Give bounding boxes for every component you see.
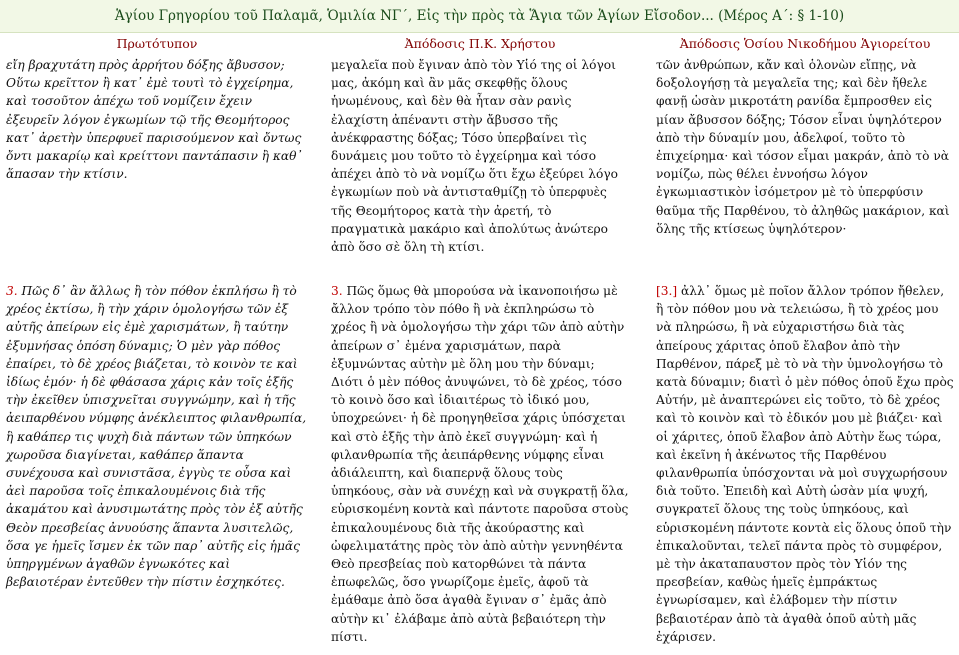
paragraph-number: 3. <box>331 284 343 298</box>
translation-kx-text: Πῶς ὅμως θὰ μπορούσα νὰ ἱκανοποιήσω μὲ ἄλλον τρόπο τὸν πόθο ἢ νὰ ἐκπληρώσω τὸ χρέος ἢ νὰ ὁμολογήσω τὴν χάρι τῶν ἀπὸ αὐτὴν ἀπείρων σ᾽ ἐμένα χαρισμάτων, παρὰ ἐξυμνώντας αὐτὴν μὲ ὅλη μου τὴν δύναμι; Διότι ὁ μὲν πόθος ἀνυψώνει, τὸ δὲ χρέος, τόσο τὸ κοινὸ ὅσο καὶ ἰδιαιτέρως τὸ ἰδικό μου, ὑποχρεώνει· ἡ δὲ προηγηθεῖσα χάρις ὑπόσχεται καὶ στὸ ἑξῆς τὴν ἀπὸ ἐκεῖ συγγνώμη· καὶ ἡ φιλανθρωπία τῆς ἀειπάρθενης νύμφης εἶναι ἀδιάλειπτη, καὶ διαπερνᾷ ὅλους τοὺς ὑπηκόους, σὰν νὰ συνέχῃ καὶ νὰ συγκρατῇ ὅλα, εὑρισκομένη κοντὰ καὶ πάντοτε παροῦσα στοὺς ἐπικαλουμένους διὰ τῆς ἀκούραστης καὶ ὠφελιματάτης πρὸς τὸν ἀπὸ αὐτὴν γεννηθέντα Θεὸ πρεσβείας ποὺ κατορθώνει τὰ πάντα ἐπωφελῶς, ὅσο γνωρίζομε ἐμεῖς, ἀφοῦ τὰ ἐμάθαμε ἀπὸ ὅσα ἀγαθὰ ἔγιναν σ᾽ ἐμᾶς ἀπὸ αὐτὴν κι᾽ ἐλάβαμε ἀπὸ αὐτὰ βεβαιότερη τὴν πίστι. <box>331 284 629 644</box>
translation-kx-paragraph <box>331 282 629 646</box>
translation-on-paragraph <box>656 282 954 646</box>
translation-on-paragraph: τῶν ἀνθρώπων, κἄν καὶ ὁλονὼν εἴπῃς, νὰ δοξολογήσῃ τὰ μεγαλεῖα της; καὶ δὲν ἤθελε φανῇ ὡσὰν μικροτάτη ρανίδα ἔμπροσθεν εἰς μίαν ἄβυσσον δόξης; Τόσον εἶναι ὑψηλότερον ἀπὸ τὴν δύναμίν μου, ἀδελφοί, τοῦτο τὸ ἐπιχείρημα· καὶ τόσον εἶμαι μακράν, ἀπὸ τὸ νὰ νομίζω, πὼς θέλει ἐννοήσω λόγον ἐγκωμιαστικὸν ἰσόμετρον μὲ τὸ ὑπερφύσιν θαῦμα τῆς Παρθένου, τὸ ἀληθῶς μακάριον, καὶ ὅλης τῆς κτίσεως ὑψηλότερον· <box>656 58 950 236</box>
translation-on-block-2 <box>656 282 954 646</box>
paragraph-number: [3.] <box>656 284 678 298</box>
column-heading-translation-on: Ἀπόδοσις Ὁσίου Νικοδήμου Ἁγιορείτου <box>679 36 931 51</box>
translation-kx-block-2 <box>331 282 629 646</box>
original-paragraph <box>6 282 308 591</box>
translation-kx-paragraph: μεγαλεῖα ποὺ ἔγιναν ἀπὸ τὸν Υἱό της οἱ λόγοι μας, ἀκόμη καὶ ἂν μᾶς σκεφθῇς ὅλους ἡνωμένους, καὶ δὲν θὰ ἦταν σὰν ρανὶς ἐλαχίστη ἀπέναντι στὴν ἄβυσσο τῆς ἀνέκφραστης δόξας; Τόσο ὑπερβαίνει τὶς δυνάμεις μου τοῦτο τὸ ἐγχείρημα καὶ τόσο ἀπέχει ἀπὸ τὸ νὰ νομίζω ὅτι ἔχω ἐξεύρει λόγο ἐγκωμίων ποὺ νὰ ἀντισταθμίζῃ τὸ ὑπερφυὲς τῆς Θεομήτορος κατὰ τὴν ἀρετή, τὸ πραγματικὰ μακάριο καὶ ἀπολύτως ἀνώτερο ἀπὸ ὅσο σὲ ὅλη τὴ κτίσι. <box>331 58 618 255</box>
translation-kx-block-1 <box>331 56 629 256</box>
original-text: Πῶς δ᾽ ἂν ἄλλως ἢ τὸν πόθον ἐκπλήσω ἢ τὸ χρέος ἐκτίσω, ἢ τὴν χάριν ὁμολογήσω τῶν ἐξ αὐτῆς ἀπείρων εἰς ἐμὲ χαρισμάτων, ἢ ταύτην ἐξυμνήσας ὁπόση δύναμις; Ὁ μὲν γὰρ πόθος ἐπαίρει, τὸ δὲ χρέος βιάζεται, τὸ κοινὸν τε καὶ ἰδίως ἐμόν· ἡ δὲ φθάσασα χάρις κἀν τοῖς ἑξῆς τὴν ἐκεῖθεν ὑπισχνεῖται συγγνώμην, καὶ ἡ τῆς ἀειπαρθένου νύμφης ἀνέκλειπτος φιλανθρωπία, ἣ καθάπερ τις ψυχὴ διὰ πάντων τῶν ὑπηκόων χωροῦσα διαγίνεται, καθάπερ ἅπαντα συνέχουσα καὶ συνιστᾶσα, ἐγγὺς τε οὖσα καὶ ἀεὶ παροῦσα τοῖς ἐπικαλουμένοις διὰ τῆς ἀκαμάτου καὶ ἀνυσιμωτάτης πρὸς τὸν ἐξ αὐτῆς Θεὸν πρεσβείας ἀνυούσης ἅπαντα λυσιτελῶς, ὅσα γε ἡμεῖς ἴσμεν ἐκ τῶν παρ᾽ αὐτῆς εἰς ἡμᾶς ὑπηργμένων ἀγαθῶν ἐγνωκότες καὶ βεβαιοτέραν ἐντεῦθεν τὴν πίστιν ἐσχηκότες. <box>6 284 307 590</box>
translation-on-text: ἀλλ᾽ ὅμως μὲ ποῖον ἄλλον τρόπον ἤθελεν, ἢ τὸν πόθον μου νὰ τελειώσω, ἢ τὸ χρέος μου νὰ πληρώσω, ἢ νὰ εὐχαριστήσω διὰ τὰς ἀπείρους χάριτας ὁποῦ ἔλαβον ἀπὸ τὴν Παρθένον, πάρεξ μὲ τὸ νὰ τὴν ὑμνολογήσω τὸ κατὰ δύναμιν; διατὶ ὁ μὲν πόθος ὁποῦ ἔχω πρὸς Αὐτήν, μὲ ἀναπτερώνει εἰς τοῦτο, τὸ δὲ χρέος καὶ τὸ κοινὸν καὶ τὸ ἐδικόν μου μὲ βιάζει· καὶ οἱ χάριτες, ὁποῦ ἔλαβον ἀπὸ Αὐτὴν ἕως τώρα, καὶ ἐκεῖνη ἡ ἀκένωτος τῆς Παρθένου φιλανθρωπία ὑπόσχονται νὰ μοὶ συγχωρήσουν διὰ τοῦτο. Ἐπειδὴ καὶ Αὐτὴ ὡσὰν μία ψυχή, συγκρατεῖ ὅλους της τοὺς ὑπηκόους, καὶ εὑρισκομένη πάντοτε κοντὰ εἰς ὅλους ὁποῦ τὴν ἐπικαλοῦνται, τελεῖ πάντα πρὸς τὸ συμφέρον, μὲ τὴν ἀκαταπαυστον πρὸς τὸν Υἱόν της πρεσβείαν, καθὼς ἡμεῖς ἐμπράκτως ἐγνωρίσαμεν, καὶ ἐλάβομεν τὴν πίστιν βεβαιοτέραν ἀπὸ τὰ ἀγαθὰ ὁποῦ αὐτὴ μᾶς ἐχάρισεν. <box>656 284 954 644</box>
document-title: Ἁγίου Γρηγορίου τοῦ Παλαμᾶ, Ὁμιλία ΝΓ΄, Εἰς τὴν πρὸς τὰ Ἅγια τῶν Ἁγίων Εἴσοδον... (Μέρος Α΄: § 1-10) <box>114 8 845 24</box>
translation-on-block-1 <box>656 56 954 238</box>
document-title-bar <box>0 0 959 33</box>
column-heading-translation-kx: Ἀπόδοσις Π.Κ. Χρήστου <box>404 36 556 51</box>
original-text-block-2 <box>6 282 308 591</box>
column-heading-original: Πρωτότυπον <box>116 36 198 51</box>
paragraph-number: 3. <box>6 284 18 298</box>
original-paragraph: εἴη βραχυτάτη πρὸς ἀρρήτου δόξης ἄβυσσον; Οὕτω κρεῖττον ἢ κατ᾽ ἐμὲ τουτὶ τὸ ἐγχείρημα, καὶ τοσοῦτον ἀπέχω τοῦ νομίζειν ἔχειν ἐξευρεῖν λόγον ἐγκωμίων τῷ τῆς Θεομήτορος κατ᾽ ἀρετὴν ὑπερφυεῖ παρισούμενον καὶ ὄντως ὄντι μακαρίῳ καὶ κρείττονι παντάπασιν ἢ καθ᾽ ἅπασαν τὴν κτίσιν. <box>6 58 303 182</box>
original-text-block-1 <box>6 56 308 183</box>
